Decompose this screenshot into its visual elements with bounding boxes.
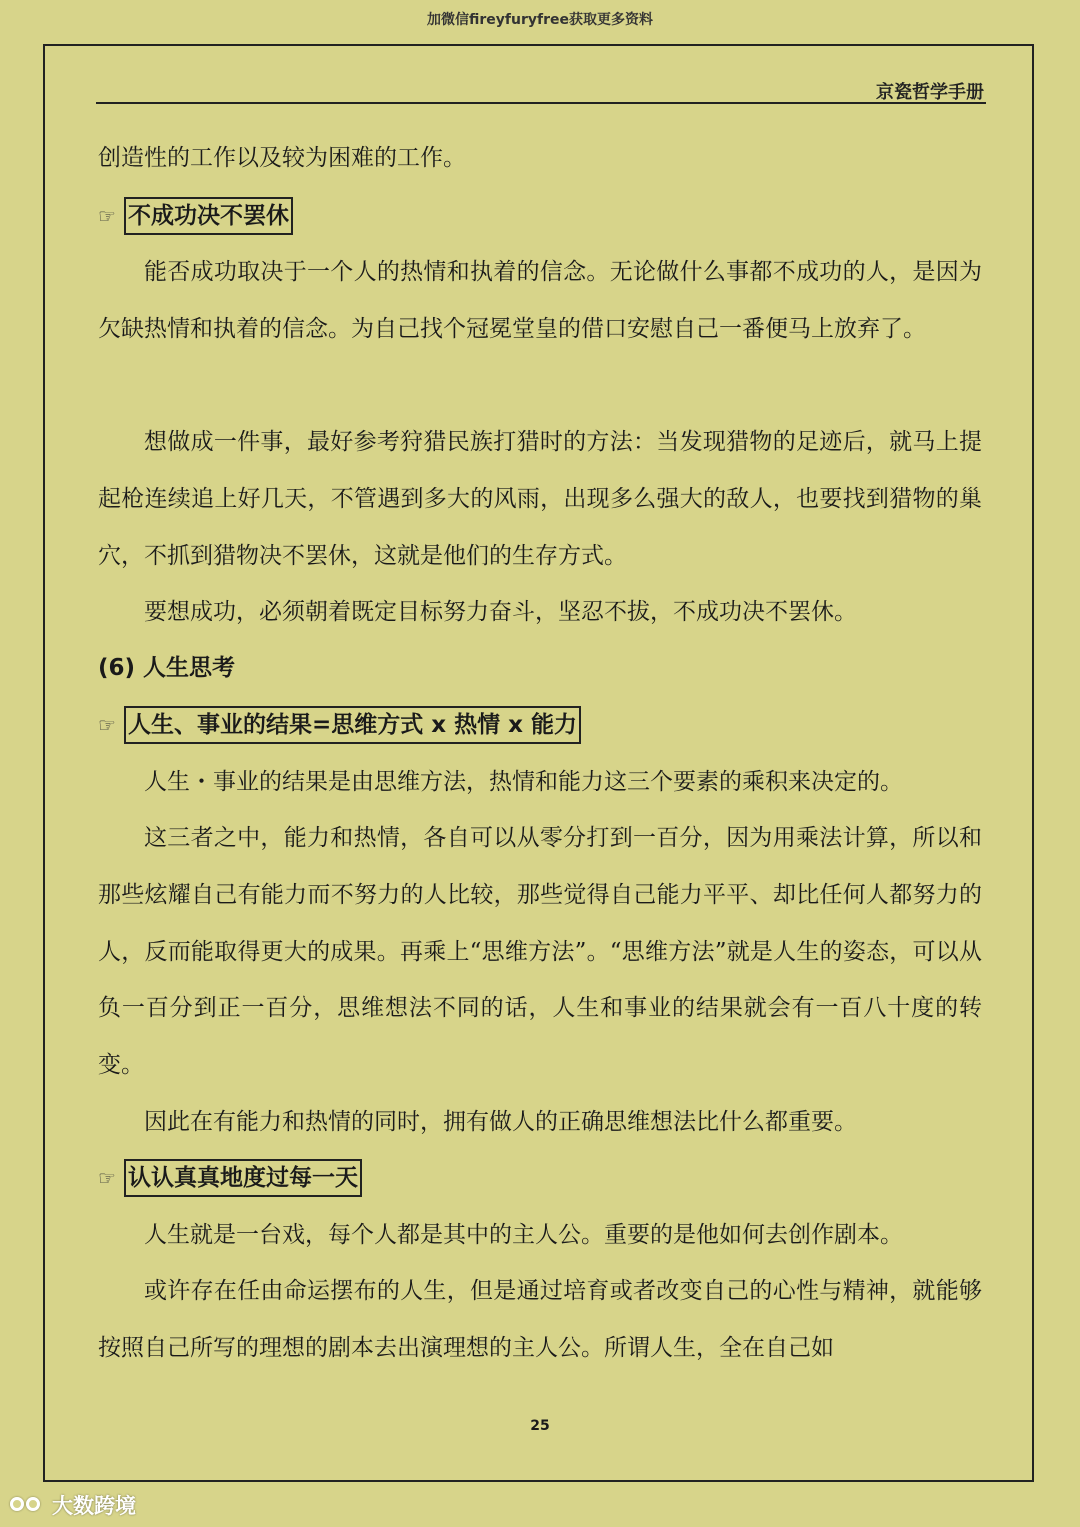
heading-label: 人生、事业的结果=思维方式 x 热情 x 能力 bbox=[124, 706, 581, 744]
paragraph: 人生就是一台戏，每个人都是其中的主人公。重要的是他如何去创作剧本。 bbox=[144, 1222, 903, 1248]
header-rule bbox=[96, 102, 986, 104]
watermark-logo-icon bbox=[10, 1494, 48, 1516]
top-note: 加微信fireyfuryfree获取更多资料 bbox=[427, 12, 653, 28]
paragraph: 能否成功取决于一个人的热情和执着的信念。无论做什么事都不成功的人，是因为欠缺热情和执着的信念。为自己找个冠冕堂皇的借口安慰自己一番便马上放弃了。 bbox=[98, 259, 982, 342]
paragraph: 这三者之中，能力和热情，各自可以从零分打到一百分，因为用乘法计算，所以和那些炫耀自己有能力而不努力的人比较，那些觉得自己能力平平、却比任何人都努力的人，反而能取得更大的成果。再乘上“思维方法”。“思维方法”就是人生的姿态，可以从负一百分到正一百分，思维想法不同的话，人生和事业的结果就会有一百八十度的转变。 bbox=[98, 825, 982, 1079]
paragraph: 要想成功，必须朝着既定目标努力奋斗，坚忍不拔，不成功决不罢休。 bbox=[144, 599, 857, 625]
pointing-hand-icon: ☞ bbox=[98, 713, 116, 737]
header-title: 京瓷哲学手册 bbox=[876, 82, 984, 103]
heading-never-give-up bbox=[98, 196, 293, 236]
pointing-hand-icon: ☞ bbox=[98, 204, 116, 228]
paragraph: 因此在有能力和热情的同时，拥有做人的正确思维想法比什么都重要。 bbox=[144, 1109, 857, 1135]
watermark bbox=[10, 1490, 136, 1520]
paragraph: 想做成一件事，最好参考狩猎民族打猎时的方法：当发现猎物的足迹后，就马上提起枪连续追上好几天，不管遇到多大的风雨，出现多么强大的敌人，也要找到猎物的巢穴，不抓到猎物决不罢休，这就是他们的生存方式。 bbox=[98, 429, 982, 569]
watermark-text: 大数跨境 bbox=[52, 1494, 136, 1518]
heading-label: 不成功决不罢休 bbox=[124, 197, 293, 235]
paragraph: 人生・事业的结果是由思维方法，热情和能力这三个要素的乘积来决定的。 bbox=[144, 769, 903, 795]
pointing-hand-icon: ☞ bbox=[98, 1166, 116, 1190]
heading-every-day bbox=[98, 1158, 362, 1198]
paragraph: 创造性的工作以及较为困难的工作。 bbox=[98, 145, 466, 171]
heading-label: 认认真真地度过每一天 bbox=[124, 1159, 362, 1197]
paragraph: 或许存在任由命运摆布的人生，但是通过培育或者改变自己的心性与精神，就能够按照自己所写的理想的剧本去出演理想的主人公。所谓人生，全在自己如 bbox=[98, 1278, 982, 1361]
page-number: 25 bbox=[530, 1418, 550, 1434]
heading-formula bbox=[98, 705, 581, 745]
section-title: (6) 人生思考 bbox=[98, 655, 236, 681]
